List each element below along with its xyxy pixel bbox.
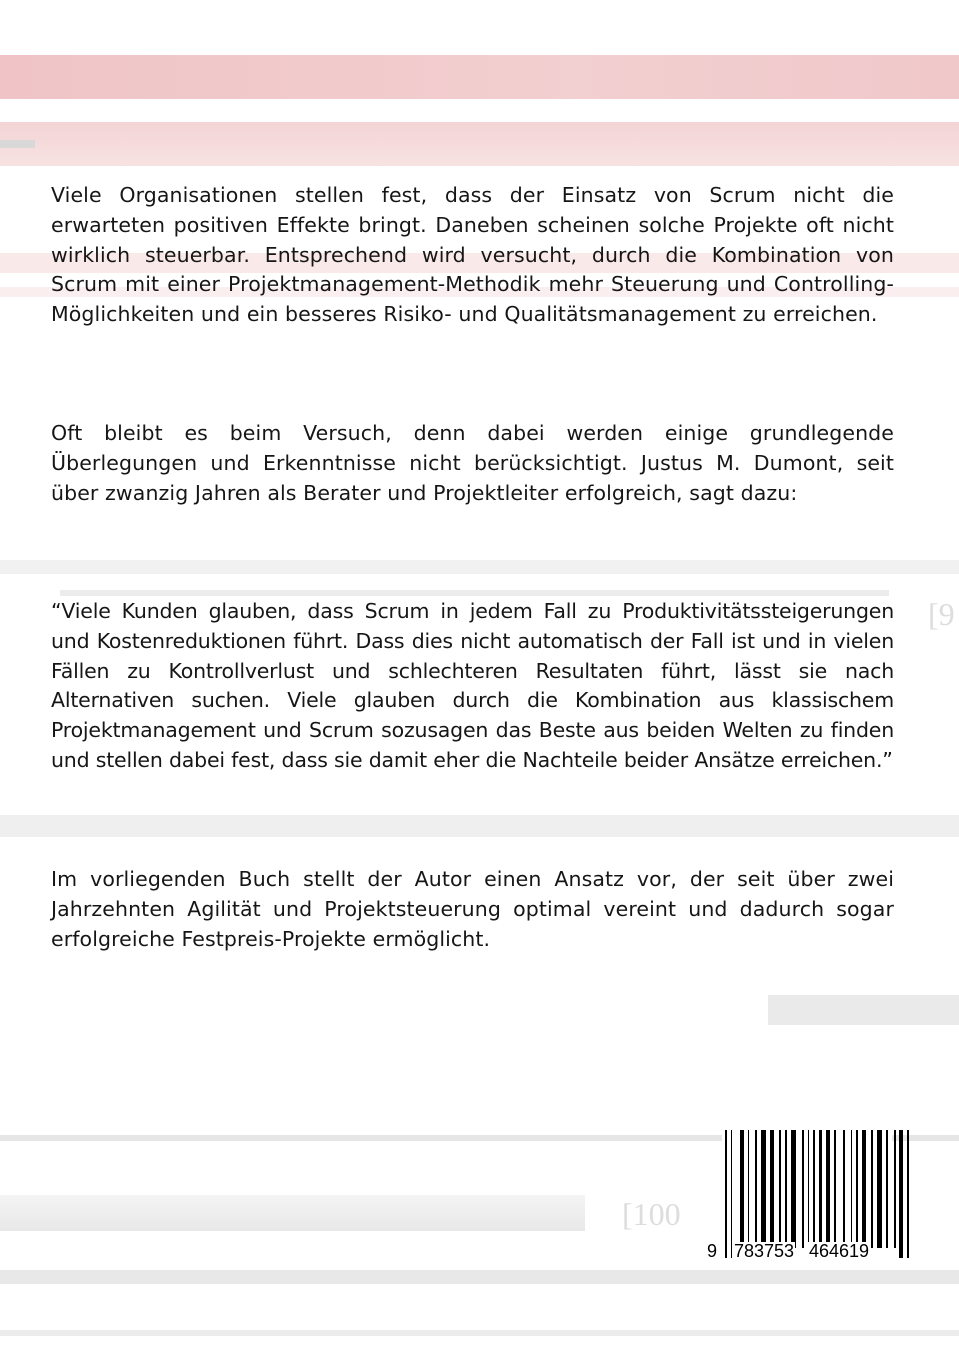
barcode-bar [886, 1130, 888, 1248]
barcode-bar [725, 1130, 727, 1258]
barcode-bar [748, 1130, 750, 1248]
isbn-barcode [707, 1128, 892, 1268]
decorative-band [0, 1270, 959, 1284]
barcode-bar [740, 1130, 744, 1248]
barcode-bar [761, 1130, 767, 1248]
barcode-bar [856, 1130, 858, 1248]
decorative-band [768, 995, 959, 1025]
barcode-bar [819, 1130, 823, 1258]
barcode-bar [862, 1130, 866, 1248]
barcode-bar [851, 1130, 853, 1248]
barcode-bar [731, 1130, 733, 1258]
barcode-bar [834, 1130, 836, 1248]
barcode-bar [899, 1130, 903, 1258]
ghost-text: [100 [622, 1196, 681, 1232]
ghost-text: [9 [928, 596, 955, 632]
decorative-band [0, 1330, 959, 1336]
barcode-bars [725, 1130, 889, 1248]
barcode-bar [871, 1130, 873, 1248]
decorative-band [0, 1195, 585, 1231]
barcode-digits-left: 783753 [734, 1241, 795, 1261]
decorative-band [0, 140, 35, 148]
barcode-bar [894, 1130, 896, 1248]
decorative-band [0, 55, 959, 99]
barcode-bar [808, 1130, 810, 1248]
barcode-bar [907, 1130, 909, 1258]
barcode-bar [877, 1130, 883, 1248]
barcode-bar [770, 1130, 774, 1248]
barcode-bar [843, 1130, 845, 1248]
decorative-band [60, 590, 889, 596]
barcode-digits-right: 464619 [809, 1241, 870, 1261]
barcode-bar [813, 1130, 815, 1248]
barcode-bar [791, 1130, 797, 1248]
decorative-band [0, 815, 959, 837]
barcode-bar [802, 1130, 804, 1248]
author-quote: “Viele Kunden glauben, dass Scrum in jedem Fall zu Produktivitätssteigerungen und Kostenreduktionen führt. Dass dies nicht automatisch der Fall ist und in vielen Fällen zu Kontrollverlust und schlechteren Resultaten führt, lässt sie nach Alternativen suchen. Viele glauben durch die Kombination aus klassischem Projektmanagement und Scrum sozusagen das Beste aus beiden Welten zu finden und stellen dabei fest, dass sie damit eher die Nachteile beider Ansätze erreichen.” [51, 599, 894, 772]
blurb-paragraph-2: Oft bleibt es beim Versuch, denn dabei werden einige grundlegende Überlegungen und Erkenntnisse nicht berücksichtigt. Justus M. Dumont, seit über zwanzig Jahren als Berater und Projektleiter erfolgreich, sagt dazu: [51, 421, 894, 505]
blurb-paragraph-4: Im vorliegenden Buch stellt der Autor einen Ansatz vor, der seit über zwei Jahrzehnten Agilität und Projektsteuerung optimal vereint und dadurch sogar erfolgreiche Festpreis-Projekte ermöglicht. [51, 867, 894, 951]
barcode-bar [755, 1130, 757, 1248]
barcode-bar [779, 1130, 781, 1248]
decorative-band [0, 560, 959, 574]
barcode-digit-lead: 9 [707, 1241, 718, 1261]
blurb-paragraph-1: Viele Organisationen stellen fest, dass der Einsatz von Scrum nicht die erwarteten positiven Effekte bringt. Daneben scheinen solche Projekte oft nicht wirklich steuerbar. Entsprechend wird versucht, durch die Kombination von Scrum mit einer Projektmanagement-Methodik mehr Steuerung und Controlling-Möglichkeiten und ein besseres Risiko- und Qualitätsmanagement zu erreichen. [51, 183, 894, 327]
barcode-bar [785, 1130, 787, 1248]
barcode-bar [826, 1130, 830, 1258]
decorative-band [0, 122, 959, 166]
